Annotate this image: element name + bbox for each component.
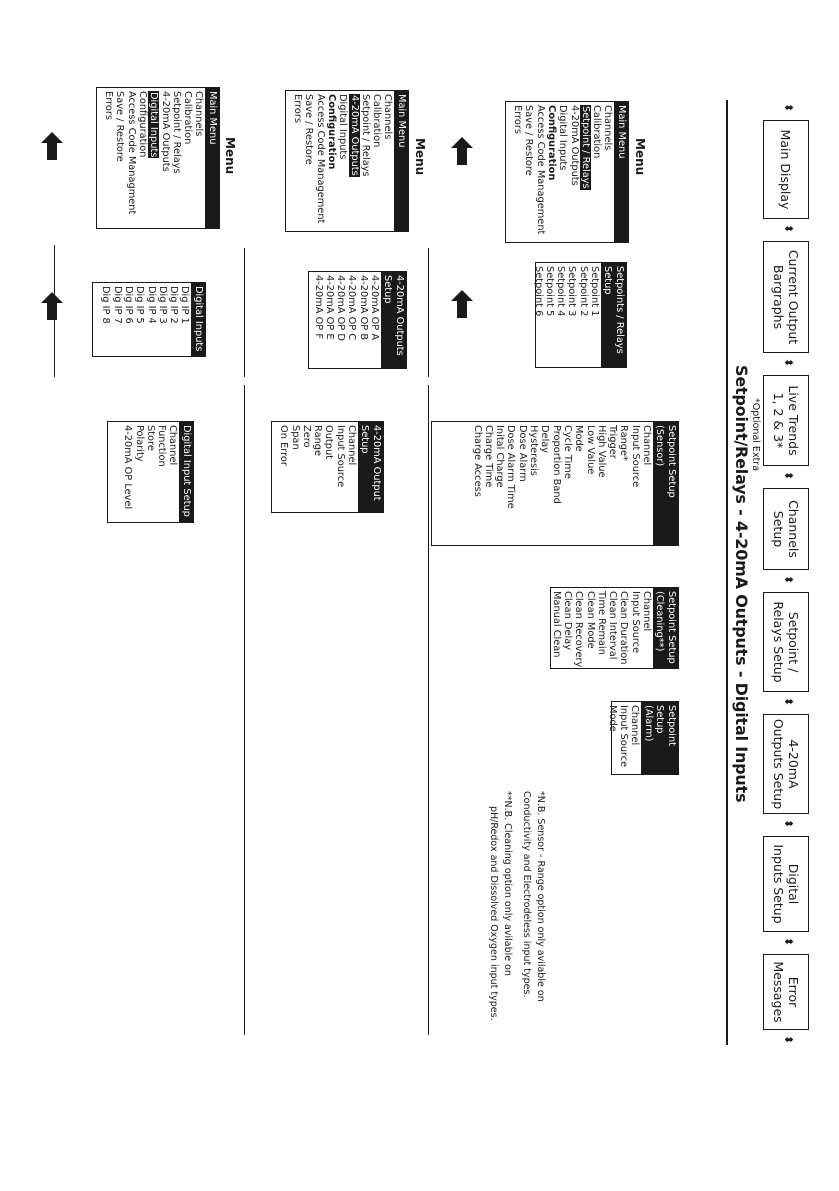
nav-arrow-8: ⬍ xyxy=(782,1035,795,1045)
digital-input-setup-title: Digital Input Setup xyxy=(180,422,194,522)
menu1-channels[interactable]: Channels xyxy=(602,105,614,151)
nav-arrow-7: ⬍ xyxy=(782,937,795,947)
menu3-configuration[interactable]: Configuration xyxy=(137,91,149,158)
menu1-errors[interactable]: Errors xyxy=(512,105,524,134)
footnote-cleaning-1: **N.B. Cleaning option only avilable on xyxy=(502,791,513,976)
output-c[interactable]: 4-20mA OP C xyxy=(346,275,358,341)
menu-label-1: Menu xyxy=(633,138,647,176)
setpoints-relays-submenu-title: Setpoints / Relays Setup xyxy=(601,263,626,367)
setpoint-setup-cleaning xyxy=(550,587,679,669)
alarm-input-source[interactable]: Input Source xyxy=(618,705,630,768)
digital-inputs-submenu xyxy=(92,282,206,357)
menu3-access-code[interactable]: Access Code Managment xyxy=(125,91,137,215)
sensor-range[interactable]: Range* xyxy=(618,425,630,461)
sensor-charge-time[interactable]: Charge Time xyxy=(482,425,494,488)
cleaning-clean-delay[interactable]: Clean Delay xyxy=(561,591,573,651)
back-arrow-icon-2[interactable] xyxy=(450,288,474,320)
divider-1a xyxy=(428,248,429,377)
output-setup-output[interactable]: Output xyxy=(323,425,335,460)
menu1-access-code[interactable]: Access Code Management xyxy=(534,105,546,235)
outputs-submenu xyxy=(308,271,407,369)
setpoint-1[interactable]: Setpoint 1 xyxy=(589,266,600,317)
digital-setup-channel[interactable]: Channel xyxy=(167,425,179,466)
setpoint-setup-sensor xyxy=(431,421,679,546)
dig-ip-8[interactable]: Dig IP 8 xyxy=(100,286,112,324)
menu3-digital-inputs[interactable] xyxy=(148,91,159,225)
menu1-setpoint-relays-label: Setpoint / Relays xyxy=(579,106,591,189)
back-arrow-icon-3[interactable] xyxy=(40,130,64,162)
page-title: Setpoint/Relays - 4-20mA Outputs - Digital Inputs xyxy=(732,365,751,803)
menu3-digital-inputs-label: Digital Inputs xyxy=(148,92,160,158)
cleaning-input-source[interactable]: Input Source xyxy=(629,591,641,654)
nav-arrow-4: ⬍ xyxy=(782,575,795,585)
menu2-setpoint-relays[interactable]: Setpoint / Relays xyxy=(359,94,371,177)
alarm-channel[interactable]: Channel xyxy=(629,705,641,746)
digital-setup-function[interactable]: Function xyxy=(156,425,168,467)
cleaning-manual-clean[interactable]: Manual Clean xyxy=(550,591,562,658)
nav-arrow-1: ⬍ xyxy=(782,224,795,234)
menu1-digital-inputs[interactable]: Digital Inputs xyxy=(557,105,569,171)
back-arrow-icon-1[interactable] xyxy=(450,135,474,167)
menu3-errors[interactable]: Errors xyxy=(103,91,115,120)
dig-ip-2[interactable]: Dig IP 2 xyxy=(168,286,180,324)
cleaning-clean-mode[interactable]: Clean Mode xyxy=(584,591,596,649)
divider-2b xyxy=(244,385,245,1035)
nav-outputs-setup[interactable]: 4-20mA Outputs Setup xyxy=(763,714,809,814)
menu3-outputs[interactable]: 4-20mA Outputs xyxy=(159,91,171,172)
setpoint-setup-cleaning-title: Setpoint Setup (Cleaning**) xyxy=(653,588,678,668)
sensor-low-value[interactable]: Low Value xyxy=(584,425,596,475)
setpoint-3[interactable]: Setpoint 3 xyxy=(566,266,578,317)
back-arrow-icon-4[interactable] xyxy=(40,290,64,322)
digital-input-setup xyxy=(107,421,194,523)
nav-digital-inputs-setup[interactable]: Digital Inputs Setup xyxy=(763,836,809,932)
sensor-mode[interactable]: Mode xyxy=(573,425,585,452)
sensor-hysteresis[interactable]: Hysteresis xyxy=(528,425,540,476)
menu2-errors[interactable]: Errors xyxy=(292,94,304,123)
setpoint-5[interactable]: Setpoint 5 xyxy=(543,266,555,317)
menu2-outputs[interactable] xyxy=(348,94,359,228)
menu2-digital-inputs[interactable]: Digital Inputs xyxy=(337,94,349,160)
menu2-channels[interactable]: Channels xyxy=(382,94,394,140)
sensor-cycle-time[interactable]: Cycle Time xyxy=(561,425,573,479)
digital-inputs-submenu-title: Digital Inputs xyxy=(192,283,206,356)
sensor-channel[interactable]: Channel xyxy=(641,425,652,466)
footnote-cleaning-2: pH/Redox and Dissolved Oxygen input types. xyxy=(488,806,499,1021)
output-f[interactable]: 4-20mA OP F xyxy=(312,275,324,339)
divider-1b xyxy=(428,385,429,1035)
main-menu-3 xyxy=(96,87,220,229)
sensor-proportion-band[interactable]: Proportion Band xyxy=(550,425,562,504)
menu3-channels[interactable]: Channels xyxy=(193,91,205,137)
optional-extra-note: *Optional Extra xyxy=(750,398,761,472)
main-menu-1-title: Main Menu xyxy=(615,102,629,242)
sensor-dose-alarm-time[interactable]: Dose Alarm Time xyxy=(505,425,517,509)
outputs-submenu-title: 4-20mA Outputs Setup xyxy=(381,272,406,368)
output-setup-zero[interactable]: Zero xyxy=(300,425,312,448)
menu3-save-restore[interactable]: Save / Restore xyxy=(114,91,126,162)
output-setup-range[interactable]: Range xyxy=(312,425,324,457)
sensor-inital-charge[interactable]: Inital Charge xyxy=(494,425,506,488)
nav-arrow-0: ⬍ xyxy=(782,103,795,113)
cleaning-clean-duration[interactable]: Clean Duration xyxy=(618,591,630,665)
output-d[interactable]: 4-20mA OP D xyxy=(335,275,347,341)
dig-ip-1[interactable]: Dig IP 1 xyxy=(179,286,191,324)
dig-ip-3[interactable]: Dig IP 3 xyxy=(156,286,168,324)
menu3-setpoint-relays[interactable]: Setpoint / Relays xyxy=(170,91,182,174)
output-setup-title: 4-20mA Output Setup xyxy=(358,422,383,512)
output-setup-span[interactable]: Span xyxy=(289,425,301,450)
main-menu-2-title: Main Menu xyxy=(395,91,409,231)
setpoint-2[interactable]: Setpoint 2 xyxy=(577,266,589,317)
setpoint-4[interactable]: Setpoint 4 xyxy=(555,266,567,317)
menu3-calibration[interactable]: Calibration xyxy=(182,91,194,145)
nav-live-trends[interactable]: Live Trends 1, 2 & 3* xyxy=(763,375,809,466)
sensor-input-source[interactable]: Input Source xyxy=(629,425,641,488)
nav-arrow-2: ⬍ xyxy=(782,358,795,368)
sensor-trigger[interactable]: Trigger xyxy=(607,425,619,459)
output-a[interactable]: 4-20mA OP A xyxy=(369,275,380,341)
output-setup xyxy=(271,421,384,513)
output-b[interactable]: 4-20mA OP B xyxy=(357,275,369,341)
dig-ip-5[interactable]: Dig IP 5 xyxy=(134,286,146,324)
main-menu-2 xyxy=(285,90,409,232)
menu1-setpoint-relays[interactable] xyxy=(580,105,591,239)
output-setup-on-error[interactable]: On Error xyxy=(278,425,290,466)
main-menu-3-title: Main Menu xyxy=(206,88,220,228)
cleaning-clean-interval[interactable]: Clean Interval xyxy=(607,591,619,660)
setpoint-setup-alarm-title: Setpoint Setup (Alarm) xyxy=(642,702,679,774)
footnote-sensor-1: *N.B. Sensor - Range option only avilable on xyxy=(535,791,546,1002)
output-setup-input-source[interactable]: Input Source xyxy=(334,425,346,488)
nav-main-display[interactable]: Main Display xyxy=(763,120,809,219)
setpoint-setup-alarm xyxy=(606,701,679,775)
cleaning-clean-recovery[interactable]: Clean Recovery xyxy=(573,591,585,668)
title-rule xyxy=(726,100,728,1045)
menu2-calibration[interactable]: Calibration xyxy=(371,94,383,148)
menu-label-2: Menu xyxy=(413,138,427,176)
nav-arrow-3: ⬍ xyxy=(782,471,795,481)
dig-ip-7[interactable]: Dig IP 7 xyxy=(111,286,123,324)
cleaning-time-remain[interactable]: Time Remain xyxy=(595,591,607,655)
menu1-outputs[interactable]: 4-20mA Outputs xyxy=(568,105,580,186)
alarm-mode[interactable]: Mode xyxy=(606,705,618,732)
menu-label-3: Menu xyxy=(223,137,237,175)
sensor-dose-alarm[interactable]: Dose Alarm xyxy=(516,425,528,482)
setpoint-setup-sensor-title: Setpoint Setup (Sensor) xyxy=(653,422,678,545)
dig-ip-6[interactable]: Dig IP 6 xyxy=(123,286,135,324)
nav-arrow-5: ⬍ xyxy=(782,697,795,707)
menu2-save-restore[interactable]: Save / Restore xyxy=(303,94,315,165)
menu1-save-restore[interactable]: Save / Restore xyxy=(523,105,535,176)
footnote-sensor-2: Conductivity and Electrodeless input types. xyxy=(521,791,532,998)
dig-ip-4[interactable]: Dig IP 4 xyxy=(145,286,157,324)
menu1-configuration[interactable]: Configuration xyxy=(546,105,558,181)
menu2-access-code[interactable]: Access Code Management xyxy=(314,94,326,224)
sensor-high-value[interactable]: High Value xyxy=(595,425,607,478)
digital-setup-op-level[interactable]: 4-20mA OP Level xyxy=(122,425,134,510)
nav-arrow-6: ⬍ xyxy=(782,819,795,829)
menu2-outputs-label: 4-20mA Outputs xyxy=(348,95,360,176)
nav-setpoint-relays-setup[interactable]: Setpoint / Relays Setup xyxy=(763,592,809,692)
nav-current-output-bargraphs[interactable]: Current Output Bargraphs xyxy=(763,241,809,353)
setpoints-relays-submenu xyxy=(532,262,627,368)
digital-setup-store[interactable]: Store xyxy=(144,425,156,451)
sensor-delay[interactable]: Delay xyxy=(539,425,551,454)
sensor-charge-access[interactable]: Charge Access xyxy=(471,425,483,497)
nav-channels-setup[interactable]: Channels Setup xyxy=(763,488,809,570)
cleaning-channel[interactable]: Channel xyxy=(641,591,652,632)
menu1-calibration[interactable]: Calibration xyxy=(591,105,603,159)
main-menu-1 xyxy=(505,101,629,243)
nav-error-messages[interactable]: Error Messages xyxy=(763,954,809,1030)
digital-setup-polarity[interactable]: Polarity xyxy=(133,425,145,462)
output-setup-channel[interactable]: Channel xyxy=(346,425,357,466)
menu2-configuration[interactable]: Configuration xyxy=(326,94,338,170)
setpoint-6[interactable]: Setpoint 6 xyxy=(532,266,544,317)
divider-2a xyxy=(244,248,245,377)
output-e[interactable]: 4-20mA OP E xyxy=(323,275,335,340)
